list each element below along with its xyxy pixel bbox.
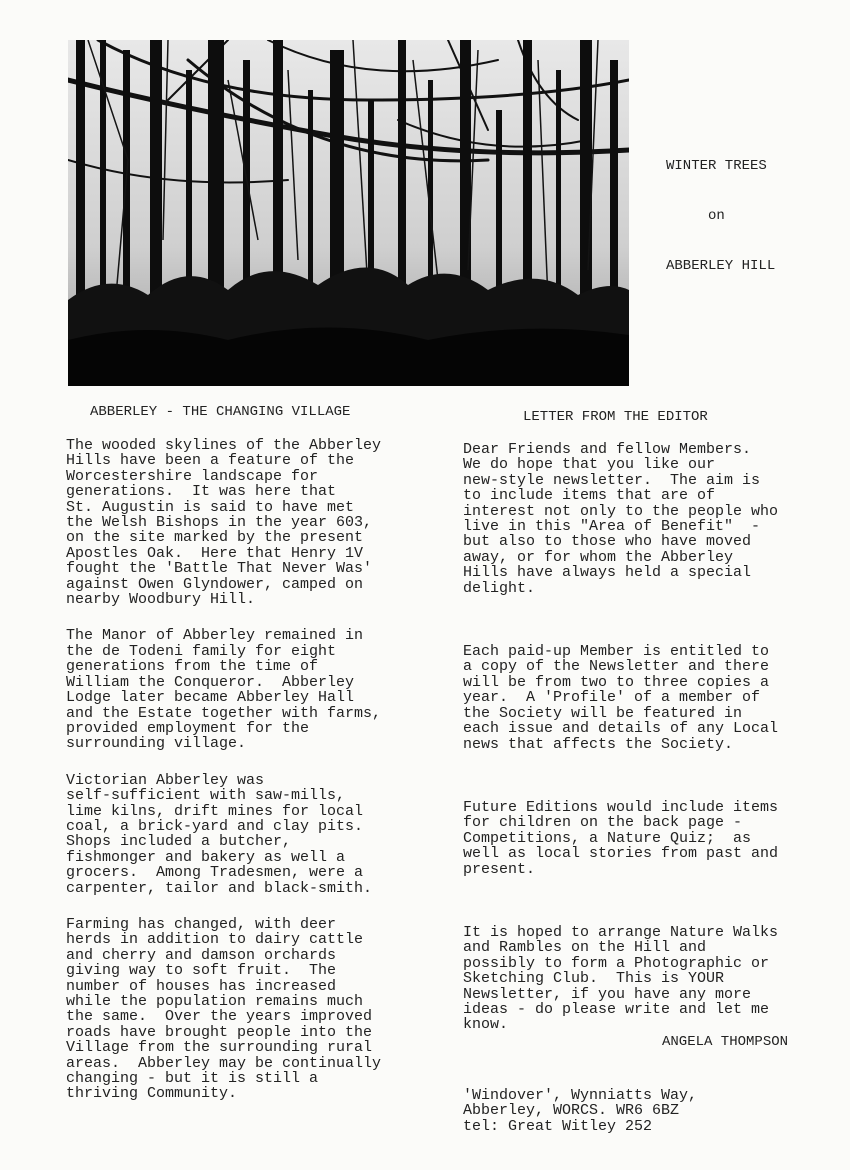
editor-signature: ANGELA THOMPSON	[662, 1034, 789, 1050]
right-paragraph-4: It is hoped to arrange Nature Walks and Rambles on the Hill and possibly to form a Photographic or Sketching Club. This is YOUR Newsletter, if you have any more ideas - do please write and let me know.	[463, 923, 779, 1034]
left-article-body	[66, 438, 426, 1123]
photo-caption	[650, 158, 830, 274]
left-paragraph-4: Farming has changed, with deer herds in addition to dairy cattle and cherry and damson orchards giving way to soft fruit. The number of houses has increased while the population remains much the same. Over the years improved roads have brought people into the Village from the surrounding rural areas. Abberley may be continually changing - but it is still a thriving Community.	[66, 915, 382, 1103]
caption-line-2: on	[708, 208, 725, 224]
winter-trees-photo	[68, 40, 629, 386]
address-line-2: Abberley, WORCS. WR6 6BZ	[463, 1102, 680, 1120]
caption-line-3: ABBERLEY HILL	[666, 258, 776, 274]
left-article-heading: ABBERLEY - THE CHANGING VILLAGE	[90, 404, 351, 420]
address-line-3: tel: Great Witley 252	[463, 1117, 653, 1135]
right-paragraph-1: Dear Friends and fellow Members. We do hope that you like our new-style newsletter. The aim is to include items that are of interest not only to the people who live in this "Area of Benefit" - but also to those who have moved away, or for whom the Abberley Hills have always held a special delight.	[463, 441, 779, 597]
right-article-body	[463, 442, 823, 1054]
left-paragraph-3: Victorian Abberley was self-sufficient with saw-mills, lime kilns, drift mines for local coal, a brick-yard and clay pits. Shops included a butcher, fishmonger and bakery as well a grocers. Among Tradesmen, were a carpenter, tailor and black-smith.	[66, 771, 373, 897]
left-paragraph-1: The wooded skylines of the Abberley Hills have been a feature of the Worcestershire landscape for generations. It was here that St. Augustin is said to have met the Welsh Bishops in the year 603, on the site marked by the present Apostles Oak. Here that Henry 1V fought the 'Battle That Never Was' against Owen Glyndower, camped on nearby Woodbury Hill.	[66, 437, 382, 609]
right-paragraph-3: Future Editions would include items for children on the back page - Competitions, a Nature Quiz; as well as local stories from past and present.	[463, 798, 779, 878]
right-article-heading: LETTER FROM THE EDITOR	[523, 409, 708, 425]
caption-line-1: WINTER TREES	[666, 158, 767, 174]
editor-address	[463, 1088, 697, 1134]
left-paragraph-2: The Manor of Abberley remained in the de Todeni family for eight generations from the time of William the Conqueror. Abberley Lodge later became Abberley Hall and the Estate together with farms, provided employment for the surrounding village.	[66, 627, 382, 753]
right-paragraph-2: Each paid-up Member is entitled to a copy of the Newsletter and there will be from two to three copies a year. A 'Profile' of a member of the Society will be featured in each issue and details of any Local news that affects the Society.	[463, 643, 779, 753]
address-line-1: 'Windover', Wynniatts Way,	[463, 1087, 698, 1104]
trees-illustration	[68, 40, 629, 386]
